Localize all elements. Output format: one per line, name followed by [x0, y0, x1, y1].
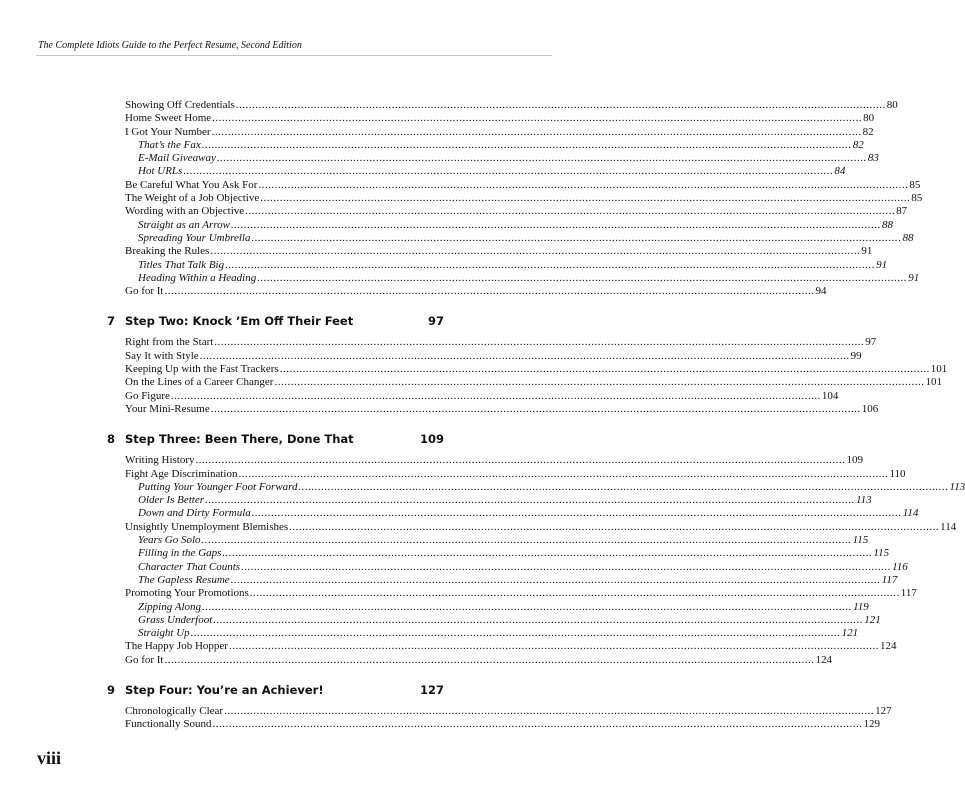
toc-entry: [0, 192, 923, 205]
toc-entry: [0, 99, 898, 112]
dot-leader: ........................................................................................................................................................................................................: [210, 245, 861, 258]
chapter-page: 127: [419, 682, 444, 697]
chapter-heading: [0, 669, 624, 705]
toc-entry: [0, 178, 921, 192]
toc-subentry: [0, 152, 879, 165]
entry-page: 83: [867, 152, 879, 165]
entry-page: 110: [889, 467, 906, 480]
entry-label: Right from the Start: [125, 336, 214, 349]
entry-page: 117: [900, 587, 917, 600]
entry-page: 124: [879, 640, 897, 653]
entry-page: 113: [855, 494, 872, 507]
toc-subentry: [0, 218, 893, 232]
dot-leader: ........................................................................................................................................................................................................: [202, 600, 853, 613]
toc-entry: [0, 349, 862, 363]
entry-page: 115: [852, 534, 869, 547]
entry-label: Hot URLs: [138, 165, 183, 178]
entry-label: I Got Your Number: [125, 125, 211, 138]
toc-subentry: [0, 534, 869, 547]
toc-entry: [0, 376, 942, 389]
entry-label: Heading Within a Heading: [138, 271, 257, 284]
dot-leader: ........................................................................................................................................................................................................: [235, 99, 886, 111]
entry-label: Showing Off Credentials: [125, 99, 235, 111]
entry-label: Spreading Your Umbrella: [138, 231, 251, 244]
dot-leader: ........................................................................................................................................................................................................: [225, 258, 876, 271]
dot-leader: ........................................................................................................................................................................................................: [257, 271, 908, 284]
dot-leader: ........................................................................................................................................................................................................: [289, 520, 940, 533]
entry-page: 121: [841, 627, 859, 640]
header-rule: [36, 55, 552, 56]
dot-leader: ........................................................................................................................................................................................................: [213, 613, 864, 626]
dot-leader: ........................................................................................................................................................................................................: [224, 704, 875, 717]
dot-leader: ........................................................................................................................................................................................................: [164, 285, 815, 298]
entry-label: The Happy Job Hopper: [125, 640, 228, 653]
toc-entry: [0, 389, 839, 403]
toc-entry: [0, 205, 908, 218]
dot-leader: ........................................................................................................................................................................................................: [251, 507, 902, 520]
dot-leader: ........................................................................................................................................................................................................: [212, 718, 863, 731]
toc-subentry: [0, 560, 908, 574]
toc-subentry: [0, 507, 919, 520]
dot-leader: ........................................................................................................................................................................................................: [238, 467, 889, 480]
entry-page: 127: [875, 704, 892, 717]
chapter-title: Step Four: You’re an Achiever!: [125, 682, 324, 697]
entry-label: Chronologically Clear: [125, 704, 224, 717]
entry-label: Go for It: [125, 653, 164, 666]
chapter-title: Step Three: Been There, Done That: [125, 432, 354, 447]
entry-label: Putting Your Younger Foot Forward: [138, 480, 298, 493]
entry-page: 85: [911, 192, 923, 205]
entry-page: 82: [862, 125, 874, 138]
entry-label: Straight as an Arrow: [138, 218, 230, 231]
entry-label: The Gapless Resume: [138, 573, 230, 586]
entry-label: Older Is Better: [138, 494, 204, 507]
entry-label: Grass Underfoot: [138, 613, 213, 626]
entry-page: 104: [821, 389, 839, 402]
dot-leader: ........................................................................................................................................................................................................: [249, 587, 900, 600]
dot-leader: ........................................................................................................................................................................................................: [211, 125, 862, 138]
dot-leader: ........................................................................................................................................................................................................: [216, 152, 867, 165]
entry-page: 109: [846, 454, 864, 467]
entry-label: Down and Dirty Formula: [138, 507, 251, 520]
entry-page: 114: [940, 520, 957, 533]
entry-label: Go Figure: [125, 389, 170, 402]
entry-label: Straight Up: [138, 627, 190, 640]
entry-label: That’s the Fax: [138, 138, 201, 151]
entry-page: 85: [909, 178, 921, 191]
chapter-number: 8: [107, 432, 116, 447]
entry-label: On the Lines of a Career Changer: [125, 376, 274, 389]
chapter-heading: [0, 300, 624, 336]
dot-leader: ........................................................................................................................................................................................................: [251, 231, 902, 244]
chapter-title: Step Two: Knock ’Em Off Their Feet: [125, 314, 354, 329]
entry-page: 114: [902, 507, 919, 520]
dot-leader: ........................................................................................................................................................................................................: [204, 494, 855, 507]
entry-page: 91: [876, 258, 888, 271]
entry-label: Home Sweet Home: [125, 112, 212, 125]
toc-entry: [0, 653, 832, 667]
entry-label: Filling in the Gaps: [138, 547, 222, 560]
toc-subentry: [0, 271, 920, 285]
toc-subentry: [0, 231, 914, 245]
toc-entry: [0, 285, 827, 298]
toc-entry: [0, 125, 874, 139]
entry-label: Writing History: [125, 454, 195, 467]
toc-subentry: [0, 627, 859, 640]
entry-label: Unsightly Unemployment Blemishes: [125, 520, 289, 533]
entry-page: 106: [861, 402, 879, 415]
toc-entry: [0, 640, 897, 653]
dot-leader: ........................................................................................................................................................................................................: [214, 336, 865, 349]
toc-entry: [0, 402, 879, 416]
dot-leader: ........................................................................................................................................................................................................: [170, 389, 821, 402]
entry-page: 88: [902, 231, 914, 244]
entry-label: Titles That Talk Big: [138, 258, 225, 271]
dot-leader: ........................................................................................................................................................................................................: [298, 480, 949, 493]
dot-leader: ........................................................................................................................................................................................................: [183, 165, 834, 178]
entry-page: 80: [886, 99, 898, 111]
entry-page: 97: [865, 336, 877, 349]
entry-label: Character That Counts: [138, 560, 241, 573]
entry-label: Functionally Sound: [125, 718, 212, 731]
dot-leader: ........................................................................................................................................................................................................: [260, 192, 911, 205]
entry-label: Go for It: [125, 285, 164, 298]
dot-leader: ........................................................................................................................................................................................................: [231, 218, 881, 231]
toc-entry: [0, 454, 864, 467]
entry-page: 87: [896, 205, 908, 218]
entry-page: 115: [873, 547, 890, 560]
toc-entry: [0, 520, 957, 534]
entry-label: Breaking the Rules: [125, 245, 210, 258]
toc-entry: [0, 718, 880, 731]
entry-label: Zipping Along: [138, 600, 202, 613]
toc-entry: [0, 363, 948, 376]
entry-page: 88: [882, 218, 893, 231]
toc-entry: [0, 704, 892, 718]
entry-page: 113: [949, 480, 965, 493]
dot-leader: ........................................................................................................................................................................................................: [201, 534, 852, 547]
dot-leader: ........................................................................................................................................................................................................: [222, 547, 873, 560]
chapter-page: 109: [419, 432, 444, 447]
dot-leader: ........................................................................................................................................................................................................: [195, 454, 846, 467]
dot-leader: ........................................................................................................................................................................................................: [245, 205, 896, 218]
dot-leader: ........................................................................................................................................................................................................: [199, 349, 850, 362]
dot-leader: ........................................................................................................................................................................................................: [228, 640, 879, 653]
entry-label: Years Go Solo: [138, 534, 201, 547]
dot-leader: ........................................................................................................................................................................................................: [241, 560, 892, 573]
entry-label: Say It with Style: [125, 349, 199, 362]
toc-entry: [0, 245, 873, 258]
entry-page: 99: [850, 349, 862, 362]
table-of-contents: [0, 99, 965, 732]
entry-label: E-Mail Giveaway: [138, 152, 216, 165]
toc-entry: [0, 587, 917, 600]
toc-subentry: [0, 600, 869, 614]
toc-entry: [0, 467, 906, 481]
toc-subentry: [0, 613, 881, 627]
toc-subentry: [0, 573, 898, 587]
entry-label: Wording with an Objective: [125, 205, 245, 218]
toc-subentry: [0, 138, 864, 152]
dot-leader: ........................................................................................................................................................................................................: [210, 402, 861, 415]
entry-page: 119: [853, 600, 869, 613]
chapter-number: 9: [107, 682, 116, 697]
toc-subentry: [0, 494, 872, 507]
dot-leader: ........................................................................................................................................................................................................: [274, 376, 925, 389]
chapter-page: 97: [427, 314, 444, 329]
chapter-number: 7: [107, 314, 116, 329]
entry-page: 82: [852, 138, 864, 151]
entry-page: 101: [930, 363, 948, 376]
entry-page: 84: [834, 165, 846, 178]
toc-entry: [0, 336, 877, 349]
toc-subentry: [0, 547, 890, 560]
entry-page: 116: [892, 560, 908, 573]
entry-label: Keeping Up with the Fast Trackers: [125, 363, 279, 376]
entry-label: Fight Age Discrimination: [125, 467, 238, 480]
chapter-heading: [0, 418, 624, 454]
dot-leader: ........................................................................................................................................................................................................: [230, 573, 881, 586]
entry-label: Promoting Your Promotions: [125, 587, 249, 600]
entry-label: The Weight of a Job Objective: [125, 192, 260, 205]
toc-subentry: [0, 258, 888, 272]
entry-page: 91: [908, 271, 920, 284]
entry-page: 117: [881, 573, 898, 586]
dot-leader: ........................................................................................................................................................................................................: [190, 627, 841, 640]
toc-entry: [0, 112, 875, 125]
toc-subentry: [0, 165, 846, 178]
entry-page: 101: [925, 376, 942, 389]
entry-page: 121: [864, 613, 881, 626]
dot-leader: ........................................................................................................................................................................................................: [212, 112, 863, 125]
entry-page: 129: [863, 718, 880, 731]
dot-leader: ........................................................................................................................................................................................................: [258, 178, 909, 191]
entry-page: 80: [863, 112, 875, 125]
running-head-title: The Complete Idiots Guide to the Perfect Resume, Second Edition: [38, 40, 302, 51]
dot-leader: ........................................................................................................................................................................................................: [164, 653, 815, 666]
entry-label: Your Mini-Resume: [125, 402, 210, 415]
entry-page: 124: [815, 653, 832, 666]
dot-leader: ........................................................................................................................................................................................................: [201, 138, 852, 151]
dot-leader: ........................................................................................................................................................................................................: [279, 363, 930, 376]
toc-subentry: [0, 480, 965, 494]
entry-page: 94: [815, 285, 827, 298]
entry-page: 91: [861, 245, 873, 258]
entry-label: Be Careful What You Ask For: [125, 178, 258, 191]
page-number: viii: [37, 748, 62, 768]
